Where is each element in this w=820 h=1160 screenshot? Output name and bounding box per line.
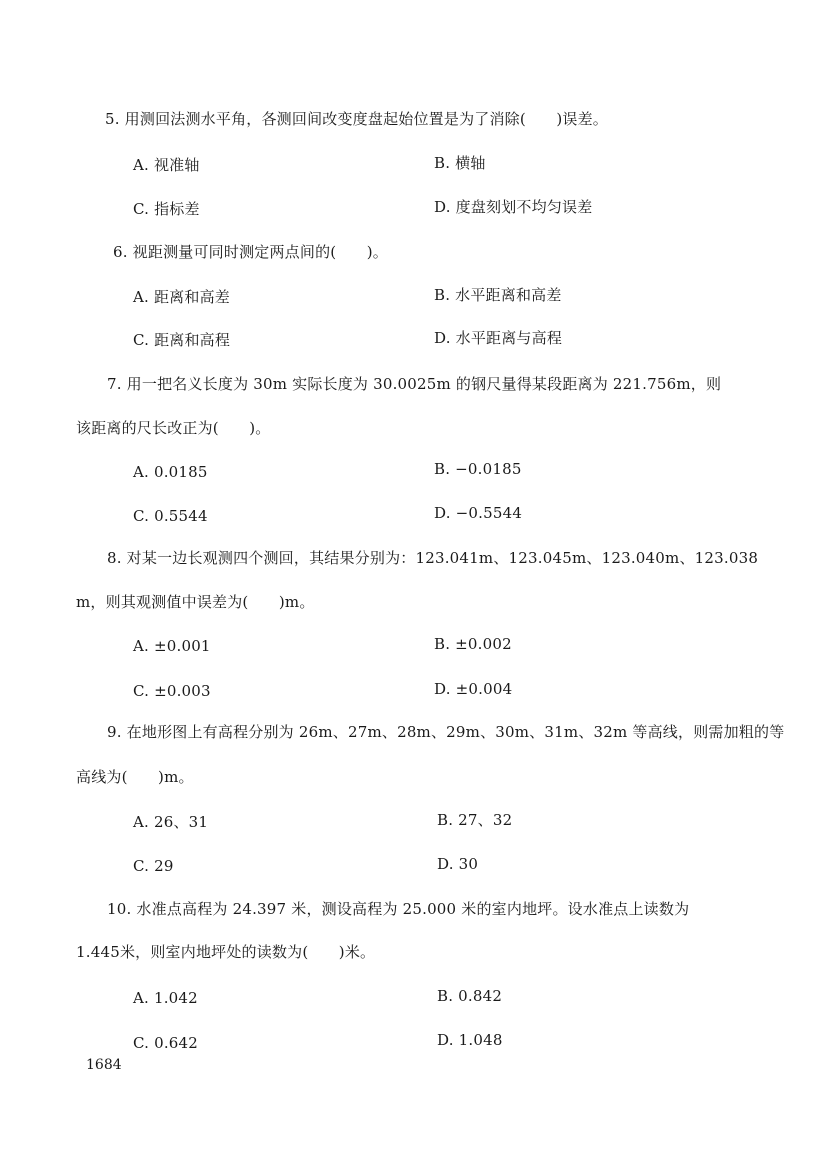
- q8-option-d: D. ±0.004: [434, 680, 513, 698]
- question-9-text-line-2: 高线为( )m。: [76, 768, 194, 786]
- question-6-text: 6. 视距测量可同时测定两点间的( )。: [113, 243, 388, 261]
- q10-option-a: A. 1.042: [133, 989, 198, 1007]
- page-number: 1684: [86, 1057, 122, 1073]
- q8-option-c: C. ±0.003: [133, 682, 211, 700]
- q6-option-d: D. 水平距离与高程: [434, 329, 563, 347]
- q9-option-b: B. 27、32: [437, 811, 513, 829]
- q9-option-c: C. 29: [133, 857, 174, 875]
- q8-option-b: B. ±0.002: [434, 635, 512, 653]
- question-7-text-line-2: 该距离的尺长改正为( )。: [76, 419, 271, 437]
- question-7-text-line-1: 7. 用一把名义长度为 30m 实际长度为 30.0025m 的钢尺量得某段距离为 221.756m，则: [107, 375, 722, 393]
- question-5-text: 5. 用测回法测水平角，各测回间改变度盘起始位置是为了消除( )误差。: [105, 110, 608, 128]
- question-9-text-line-1: 9. 在地形图上有高程分别为 26m、27m、28m、29m、30m、31m、32m 等高线，则需加粗的等: [107, 723, 785, 741]
- q7-option-b: B. −0.0185: [434, 460, 522, 478]
- q10-option-b: B. 0.842: [437, 987, 503, 1005]
- q8-option-a: A. ±0.001: [133, 637, 211, 655]
- q7-option-d: D. −0.5544: [434, 504, 523, 522]
- q5-option-d: D. 度盘刻划不均匀误差: [434, 198, 593, 216]
- q9-option-a: A. 26、31: [133, 813, 209, 831]
- q9-option-d: D. 30: [437, 855, 479, 873]
- question-8-text-line-1: 8. 对某一边长观测四个测回，其结果分别为：123.041m、123.045m、123.040m、123.038: [107, 549, 759, 567]
- q10-option-d: D. 1.048: [437, 1031, 503, 1049]
- question-8-text-line-2: m，则其观测值中误差为( )m。: [76, 593, 315, 611]
- q5-option-a: A. 视准轴: [133, 156, 200, 174]
- q6-option-a: A. 距离和高差: [133, 288, 230, 306]
- question-10-text-line-2: 1.445米，则室内地坪处的读数为( )米。: [76, 943, 376, 961]
- q7-option-c: C. 0.5544: [133, 507, 208, 525]
- q5-option-b: B. 横轴: [434, 154, 486, 172]
- q10-option-c: C. 0.642: [133, 1034, 199, 1052]
- q5-option-c: C. 指标差: [133, 200, 200, 218]
- question-10-text-line-1: 10. 水准点高程为 24.397 米，测设高程为 25.000 米的室内地坪。设水准点上读数为: [107, 900, 690, 918]
- q6-option-b: B. 水平距离和高差: [434, 286, 562, 304]
- q6-option-c: C. 距离和高程: [133, 331, 231, 349]
- q7-option-a: A. 0.0185: [133, 463, 208, 481]
